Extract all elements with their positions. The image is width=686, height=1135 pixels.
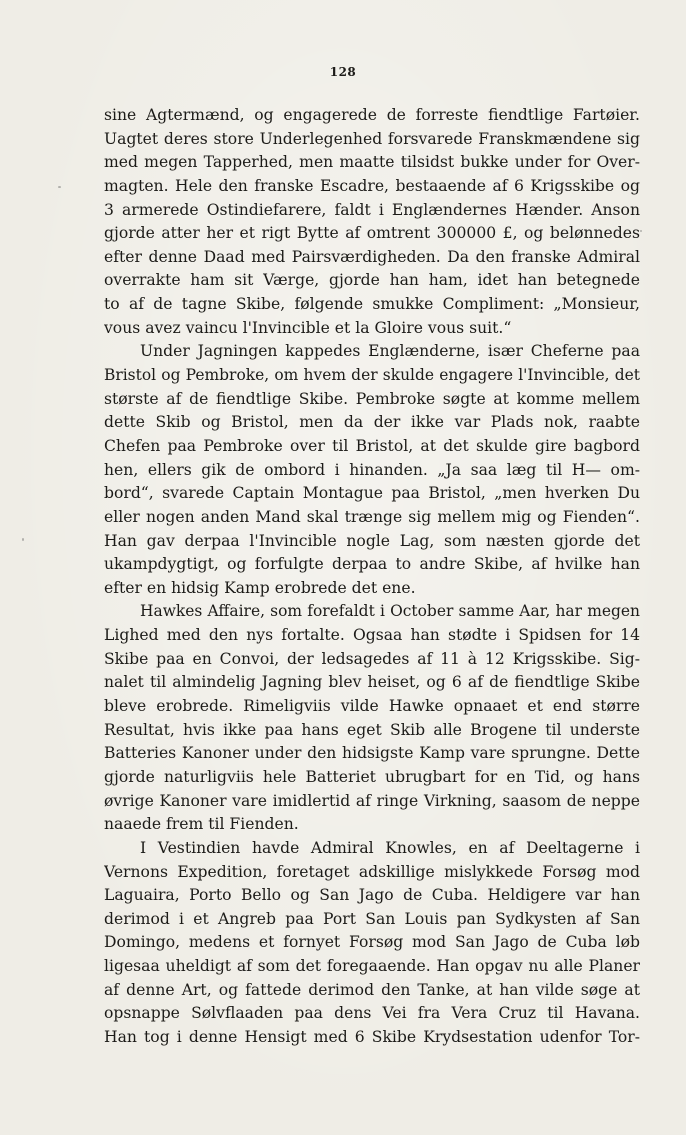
text-line: 3 armerede Ostindiefarere, faldt i Englændernes Hænder. Anson xyxy=(104,200,640,219)
text-line: opsnappe Sølvflaaden paa dens Vei fra Vera Cruz til Havana. xyxy=(104,1004,640,1023)
text-line: gjorde atter her et rigt Bytte af omtrent 300000 £, og belønnedes xyxy=(104,224,640,243)
text-line: Uagtet deres store Underlegenhed forsvarede Franskmændene sig xyxy=(104,129,640,148)
paper-speck xyxy=(640,230,642,232)
text-line: med megen Tapperhed, men maatte tilsidst bukke under for Over- xyxy=(104,153,640,172)
text-line: hen, ellers gik de ombord i hinanden. „Ja saa læg til H— om- xyxy=(104,460,640,479)
text-line: sine Agtermænd, og engagerede de forreste fiendtlige Fartøier. xyxy=(104,106,640,124)
text-line: derimod i et Angreb paa Port San Louis pan Sydkysten af San xyxy=(104,909,640,928)
text-line: Hawkes Affaire, som forefaldt i October samme Aar, har megen xyxy=(140,602,640,621)
text-line: vous avez vaincu l'Invincible et la Gloire vous suit.“ xyxy=(104,318,512,337)
text-line: Domingo, medens et fornyet Forsøg mod San Jago de Cuba løb xyxy=(104,933,640,952)
body-text xyxy=(104,104,640,1050)
text-line: Han tog i denne Hensigt med 6 Skibe Krydsestation udenfor Tor- xyxy=(104,1027,640,1046)
text-line: bleve erobrede. Rimeligviis vilde Hawke opnaaet et end større xyxy=(104,697,640,716)
text-line: største af de fiendtlige Skibe. Pembroke søgte at komme mellem xyxy=(104,389,640,408)
text-line: eller nogen anden Mand skal trænge sig mellem mig og Fienden“. xyxy=(104,507,640,526)
text-line: Skibe paa en Convoi, der ledsagedes af 11 à 12 Krigsskibe. Sig- xyxy=(104,649,640,668)
text-line: bord“, svarede Captain Montague paa Bristol, „men hverken Du xyxy=(104,484,640,503)
text-line: Bristol og Pembroke, om hvem der skulde engagere l'Invincible, det xyxy=(104,366,640,385)
text-line: øvrige Kanoner vare imidlertid af ringe Virkning, saasom de neppe xyxy=(104,791,640,810)
text-line: af denne Art, og fattede derimod den Tanke, at han vilde søge at xyxy=(104,980,640,999)
paper-speck xyxy=(22,538,24,541)
text-line: ligesaa uheldigt af som det foregaaende. Han opgav nu alle Planer xyxy=(104,957,640,976)
text-line: magten. Hele den franske Escadre, bestaaende af 6 Krigsskibe og xyxy=(104,176,640,195)
text-line: naaede frem til Fienden. xyxy=(104,815,299,834)
text-line: to af de tagne Skibe, følgende smukke Compliment: „Monsieur, xyxy=(104,295,640,314)
text-line: Chefen paa Pembroke over til Bristol, at det skulde gire bagbord xyxy=(104,436,640,455)
text-line: I Vestindien havde Admiral Knowles, en af Deeltagerne i xyxy=(140,838,640,857)
text-line: overrakte ham sit Værge, gjorde han ham, idet han betegnede xyxy=(104,271,640,290)
text-line: Resultat, hvis ikke paa hans eget Skib alle Brogene til underste xyxy=(104,720,640,739)
text-line: Lighed med den nys fortalte. Ogsaa han stødte i Spidsen for 14 xyxy=(104,626,640,645)
text-line: Under Jagningen kappedes Englænderne, især Cheferne paa xyxy=(140,342,640,361)
text-line: Laguaira, Porto Bello og San Jago de Cuba. Heldigere var han xyxy=(104,886,640,905)
text-line: nalet til almindelig Jagning blev heiset, og 6 af de fiendtlige Skibe xyxy=(104,673,640,692)
text-line: Vernons Expedition, foretaget adskillige mislykkede Forsøg mod xyxy=(104,862,640,881)
paper-speck xyxy=(58,186,61,188)
text-line: Batteries Kanoner under den hidsigste Kamp vare sprungne. Dette xyxy=(104,744,640,763)
text-line: Han gav derpaa l'Invincible nogle Lag, som næsten gjorde det xyxy=(104,531,640,550)
text-line: efter en hidsig Kamp erobrede det ene. xyxy=(104,578,416,597)
text-line: gjorde naturligviis hele Batteriet ubrugbart for en Tid, og hans xyxy=(104,767,640,786)
text-line: efter denne Daad med Pairsværdigheden. Da den franske Admiral xyxy=(104,247,640,266)
text-line: dette Skib og Bristol, men da der ikke var Plads nok, raabte xyxy=(104,413,640,432)
page-number: 128 xyxy=(329,65,357,79)
text-line: ukampdygtigt, og forfulgte derpaa to andre Skibe, af hvilke han xyxy=(104,555,640,574)
